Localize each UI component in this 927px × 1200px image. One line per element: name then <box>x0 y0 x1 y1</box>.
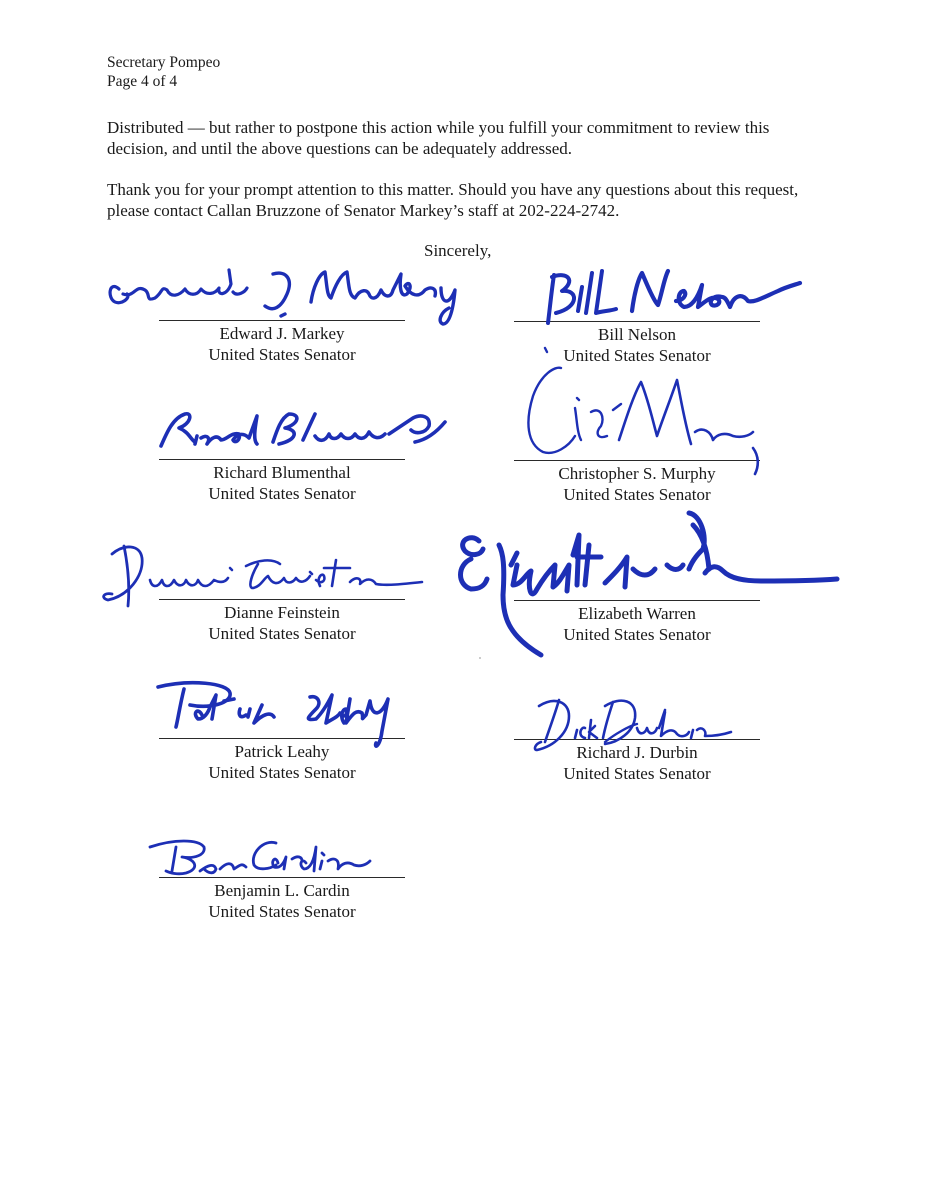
signatory-title: United States Senator <box>563 346 711 365</box>
signatory-name: Edward J. Markey <box>219 324 345 343</box>
signatory-name: Christopher S. Murphy <box>558 464 716 483</box>
signatory-title: United States Senator <box>208 902 356 921</box>
signature-line <box>159 320 405 321</box>
signatory-name: Bill Nelson <box>598 325 676 344</box>
signatory-name: Richard J. Durbin <box>576 743 698 762</box>
signature-line <box>159 599 405 600</box>
signatory-title: United States Senator <box>208 484 356 503</box>
signatory-name: Elizabeth Warren <box>578 604 696 623</box>
signature-line <box>514 739 760 740</box>
letter-header <box>107 53 220 91</box>
signature-blumenthal <box>145 404 465 466</box>
body-paragraph-2: Thank you for your prompt attention to this matter. Should you have any questions about this request, please contact Callan Bruzzone of Senator Markey’s staff at 202-224-2742. <box>107 180 799 220</box>
signature-line <box>159 738 405 739</box>
signatory-title: United States Senator <box>208 345 356 364</box>
signature-line <box>514 321 760 322</box>
signature-line <box>159 877 405 878</box>
signatory-title: United States Senator <box>563 625 711 644</box>
signature-line <box>159 459 405 460</box>
page-number: Page 4 of 4 <box>107 73 178 90</box>
closing-salutation: Sincerely, <box>424 241 492 260</box>
signature-line <box>514 460 760 461</box>
recipient-line: Secretary Pompeo <box>107 54 221 71</box>
signatory-title: United States Senator <box>563 764 711 783</box>
body-paragraph-1: Distributed — but rather to postpone this action while you fulfill your commitment to review this decision, and until the above questions can be adequately addressed. <box>107 118 770 158</box>
signatory-name: Richard Blumenthal <box>213 463 351 482</box>
signature-line <box>514 600 760 601</box>
signatory-title: United States Senator <box>208 624 356 643</box>
signatory-name: Patrick Leahy <box>234 742 330 761</box>
signatory-name: Dianne Feinstein <box>224 603 340 622</box>
scan-speck <box>479 657 481 659</box>
signatory-title: United States Senator <box>208 763 356 782</box>
signatory-name: Benjamin L. Cardin <box>214 881 350 900</box>
signatory-title: United States Senator <box>563 485 711 504</box>
